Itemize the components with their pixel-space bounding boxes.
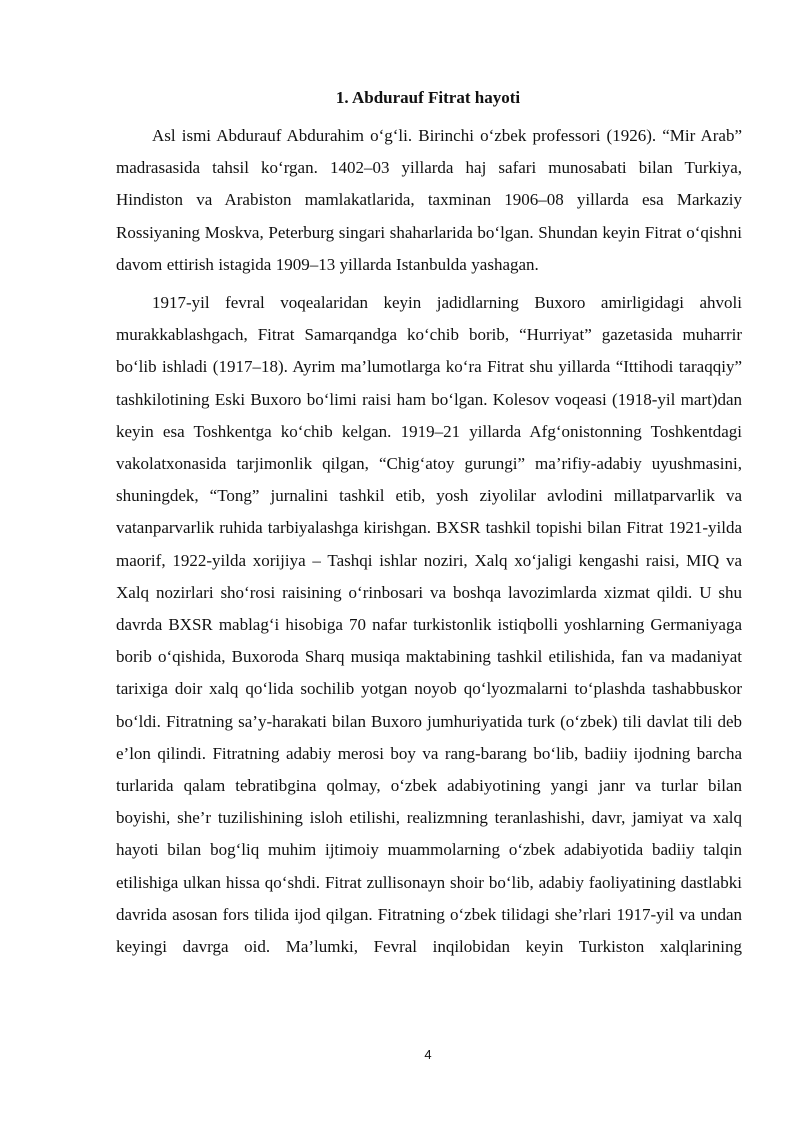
body-text — [116, 120, 742, 963]
paragraph-biography-intro: Asl ismi Abdurauf Abdurahim o‘g‘li. Birinchi o‘zbek professori (1926). “Mir Arab” madrasasida tahsil ko‘rgan. 1402–03 yillarda haj safari munosabati bilan Turkiya, Hindiston va Arabiston mamlakatlarida, taxminan 1906–08 yillarda esa Markaziy Rossiyaning Moskva, Peterburg singari shaharlarida bo‘lgan. Shundan keyin Fitrat o‘qishni davom ettirish istagida 1909–13 yillarda Istanbulda yashagan. — [116, 126, 742, 274]
section-title: 1. Abdurauf Fitrat hayoti — [335, 88, 521, 108]
paragraph-biography-career: 1917-yil fevral voqealaridan keyin jadidlarning Buxoro amirligidagi ahvoli murakkablashgach, Fitrat Samarqandga ko‘chib borib, “Hurriyat” gazetasida muharrir bo‘lib ishladi (1917–18). Ayrim ma’lumotlarga ko‘ra Fitrat shu yillarda “Ittihodi taraqqiy” tashkilotining Eski Buxoro bo‘limi raisi ham bo‘lgan. Kolesov voqeasi (1918-yil mart)dan keyin esa Toshkentga ko‘chib kelgan. 1919–21 yillarda Afg‘onistonning Toshkentdagi vakolatxonasida tarjimonlik qilgan, “Chig‘atoy gurungi” ma’rifiy-adabiy uyushmasini, shuningdek, “Tong” jurnalini tashkil etib, yosh ziyolilar avlodini millatparvarlik va vatanparvarlik ruhida tarbiyalashga kirishgan. BXSR tashkil topishi bilan Fitrat 1921-yilda maorif, 1922-yilda xorijiya – Tashqi ishlar noziri, Xalq xo‘jaligi kengashi raisi, MIQ va Xalq nozirlari sho‘rosi raisining o‘rinbosari va boshqa lavozimlarda xizmat qildi. U shu davrda BXSR mablag‘i hisobiga 70 nafar turkistonlik istiqbolli yoshlarning Germaniyaga borib o‘qishida, Buxoroda Sharq musiqa maktabining tashkil etilishida, fan va madaniyat tarixiga doir xalq qo‘lida sochilib yotgan noyob qo‘lyozmalarni to‘plashda tashabbuskor bo‘ldi. Fitratning sa’y-harakati bilan Buxoro jumhuriyatida turk (o‘zbek) tili davlat tili deb e’lon qilindi. Fitratning adabiy merosi boy va rang-barang bo‘lib, badiiy ijodning barcha turlarida qalam tebratibgina qolmay, o‘zbek adabiyotining yangi janr va turlar bilan boyishi, she’r tuzilishining isloh etilishi, realizmning teranlashishi, davr, jamiyat va xalq hayoti bilan bog‘liq muhim ijtimoiy muammolarning o‘zbek adabiyotida badiiy talqin etilishiga ulkan hissa qo‘shdi. Fitrat zullisonayn shoir bo‘lib, adabiy faoliyatining dastlabki davrida asosan fors tilida ijod qilgan. Fitratning o‘zbek tilidagi she’rlari 1917-yil va undan keyingi davrga oid. Ma’lumki, Fevral inqilobidan keyin Turkiston xalqlarining — [116, 293, 742, 957]
page-number: 4 — [424, 1047, 432, 1062]
